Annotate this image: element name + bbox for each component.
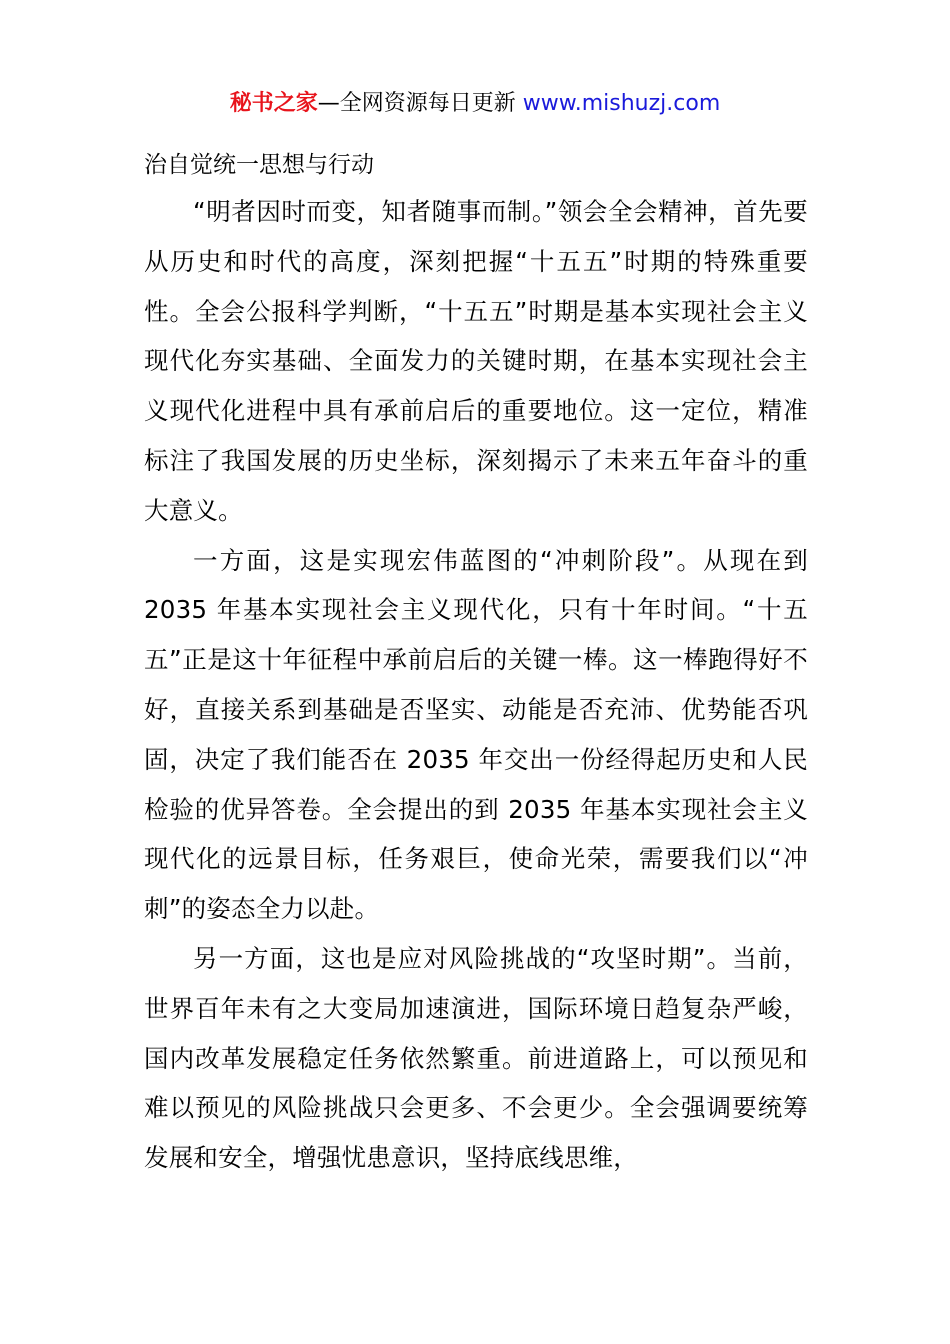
document-body [144, 147, 808, 1183]
paragraph-1: “明者因时而变，知者随事而制。”领会全会精神，首先要从历史和时代的高度，深刻把握“十五五”时期的特殊重要性。全会公报科学判断，“十五五”时期是基本实现社会主义现代化夯实基础、全面发力的关键时期，在基本实现社会主义现代化进程中具有承前启后的重要地位。这一定位，精准标注了我国发展的历史坐标，深刻揭示了未来五年奋斗的重大意义。 [144, 197, 808, 525]
paragraph-2: 一方面，这是实现宏伟蓝图的“冲刺阶段”。从现在到 2035 年基本实现社会主义现代化，只有十年时间。“十五五”正是这十年征程中承前启后的关键一棒。这一棒跑得好不好，直接关系到基础是否坚实、动能是否充沛、优势能否巩固，决定了我们能否在 2035 年交出一份经得起历史和人民检验的优异答卷。全会提出的到 2035 年基本实现社会主义现代化的远景目标，任务艰巨，使命光荣，需要我们以“冲刺”的姿态全力以赴。 [144, 545, 808, 924]
site-url-link[interactable]: www.mishuzj.com [522, 91, 721, 116]
paragraph-3: 另一方面，这也是应对风险挑战的“攻坚时期”。当前，世界百年未有之大变局加速演进，国际环境日趋复杂严峻，国内改革发展稳定任务依然繁重。前进道路上，可以预见和难以预见的风险挑战只会更多、不会更少。全会强调要统筹发展和安全，增强忧患意识，坚持底线思维， [144, 943, 808, 1173]
site-brand: 秘书之家 [229, 91, 318, 116]
continued-line: 治自觉统一思想与行动 [144, 152, 374, 178]
site-header [0, 88, 950, 120]
site-tagline: —全网资源每日更新 [317, 91, 516, 116]
